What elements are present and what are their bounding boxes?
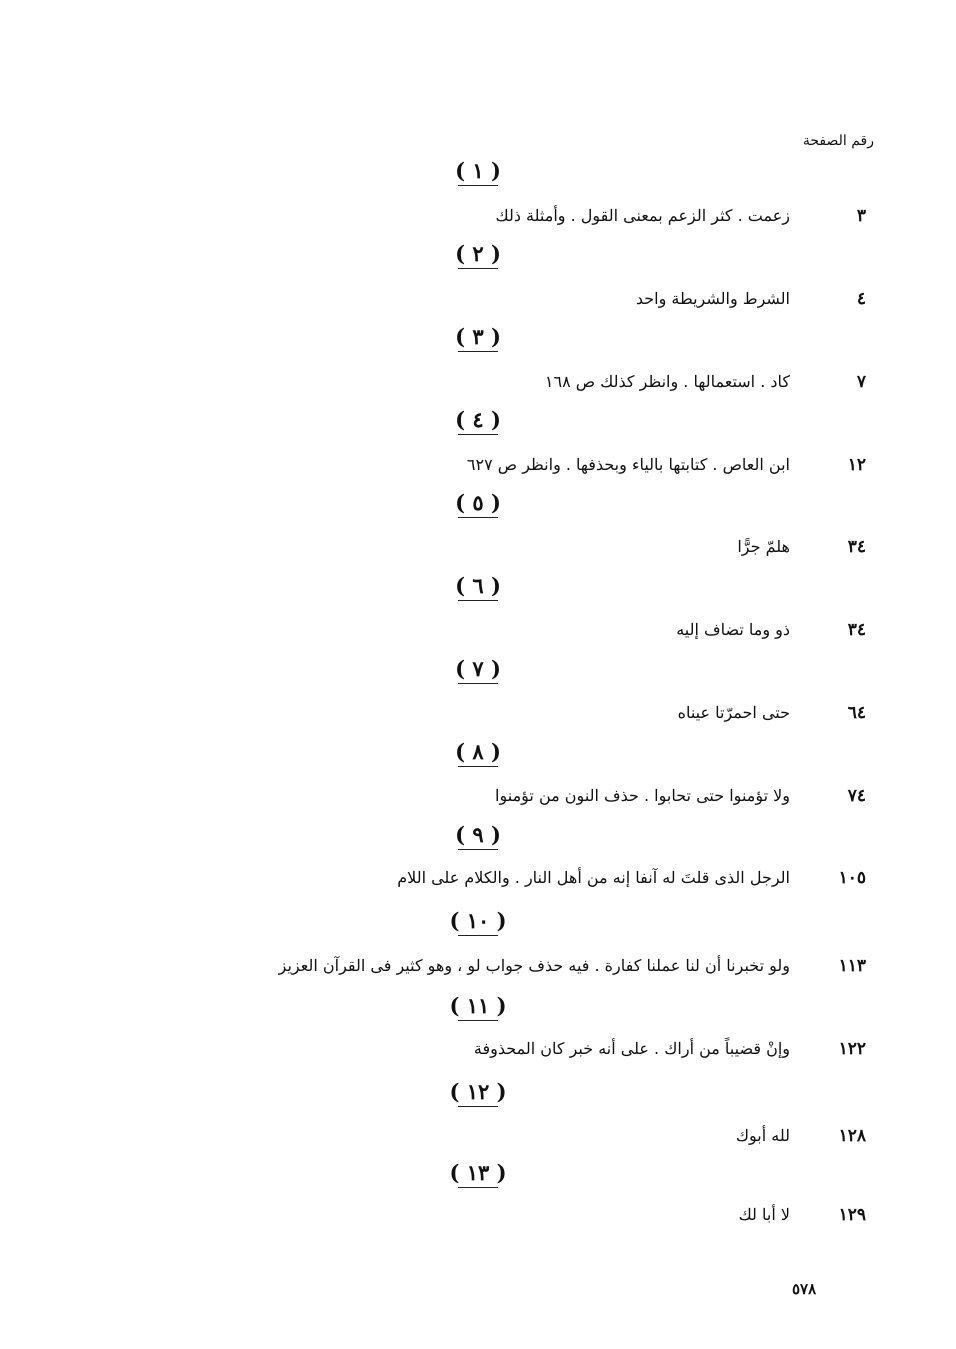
marker-underline	[458, 849, 498, 850]
entry-text: ولا تؤمنوا حتى تحابوا . حذف النون من تؤمنوا	[495, 786, 790, 805]
marker-underline	[458, 185, 498, 186]
section-marker: ( ١٢ )	[446, 1079, 510, 1107]
entry-page-number: ١٢٩	[838, 1205, 866, 1225]
list-item	[146, 956, 866, 990]
entry-page-number: ١٠٥	[838, 868, 866, 888]
section-marker: ( ٣ )	[446, 324, 510, 352]
marker-underline	[458, 1020, 498, 1021]
marker-underline	[458, 600, 498, 601]
list-item	[146, 786, 866, 820]
list-item	[146, 703, 866, 737]
entry-text: لله أبوك	[735, 1126, 790, 1145]
entry-page-number: ٣٤	[847, 537, 866, 557]
entry-page-number: ٧	[856, 372, 866, 392]
marker-underline	[458, 1187, 498, 1188]
entry-page-number: ١٢٨	[838, 1126, 866, 1146]
marker-underline	[458, 434, 498, 435]
entry-text: حتى احمرّتا عيناه	[677, 703, 790, 722]
section-marker: ( ١٠ )	[446, 908, 510, 936]
section-marker: ( ٤ )	[446, 407, 510, 435]
entry-page-number: ٤	[856, 289, 866, 309]
entry-text: هلمّ جرًّا	[737, 537, 790, 556]
page-header-label: رقم الصفحة	[802, 133, 874, 149]
entry-page-number: ٦٤	[847, 703, 866, 723]
entry-text: ذو وما تضاف إليه	[676, 620, 790, 639]
section-marker: ( ١ )	[446, 158, 510, 186]
entry-page-number: ٧٤	[847, 786, 866, 806]
entry-text: الرجل الذى قلتَ له آنفا إنه من أهل النار . والكلام على اللام	[397, 868, 790, 887]
list-item	[146, 537, 866, 571]
entry-text: ابن العاص . كتابتها بالياء وبحذفها . وانظر ص ٦٢٧	[466, 455, 790, 474]
entry-text: وإنْ قضيباً من أراك . على أنه خبر كان المحذوفة	[473, 1039, 790, 1058]
list-item	[146, 372, 866, 406]
list-item	[146, 868, 866, 902]
marker-underline	[458, 766, 498, 767]
list-item	[146, 455, 866, 489]
list-item	[146, 289, 866, 323]
marker-underline	[458, 1106, 498, 1107]
section-marker: ( ٢ )	[446, 241, 510, 269]
entry-text: ولو تخبرنا أن لنا عملنا كفارة . فيه حذف جواب لو ، وهو كثير فى القرآن العزيز	[278, 956, 790, 975]
list-item	[146, 620, 866, 654]
section-marker: ( ٦ )	[446, 573, 510, 601]
section-marker: ( ٨ )	[446, 739, 510, 767]
entry-text: لا أبا لك	[738, 1205, 790, 1224]
marker-underline	[458, 935, 498, 936]
entry-page-number: ٣٤	[847, 620, 866, 640]
section-marker: ( ١٣ )	[446, 1160, 510, 1188]
marker-underline	[458, 683, 498, 684]
entry-text: زعمت . كثر الزعم بمعنى القول . وأمثلة ذلك	[495, 206, 790, 225]
list-item	[146, 206, 866, 240]
entry-page-number: ١٢	[847, 455, 866, 475]
list-item	[146, 1205, 866, 1239]
entry-text: الشرط والشريطة واحد	[635, 289, 790, 308]
section-marker: ( ٥ )	[446, 490, 510, 518]
page-number: ٥٧٨	[792, 1280, 817, 1298]
marker-underline	[458, 268, 498, 269]
list-item	[146, 1126, 866, 1160]
marker-underline	[458, 517, 498, 518]
entry-page-number: ١١٣	[838, 956, 866, 976]
marker-underline	[458, 351, 498, 352]
section-marker: ( ١١ )	[446, 993, 510, 1021]
list-item	[146, 1039, 866, 1073]
section-marker: ( ٩ )	[446, 822, 510, 850]
entry-text: كاد . استعمالها . وانظر كذلك ص ١٦٨	[544, 372, 790, 391]
entry-page-number: ٣	[856, 206, 866, 226]
section-marker: ( ٧ )	[446, 656, 510, 684]
entry-page-number: ١٢٢	[838, 1039, 866, 1059]
